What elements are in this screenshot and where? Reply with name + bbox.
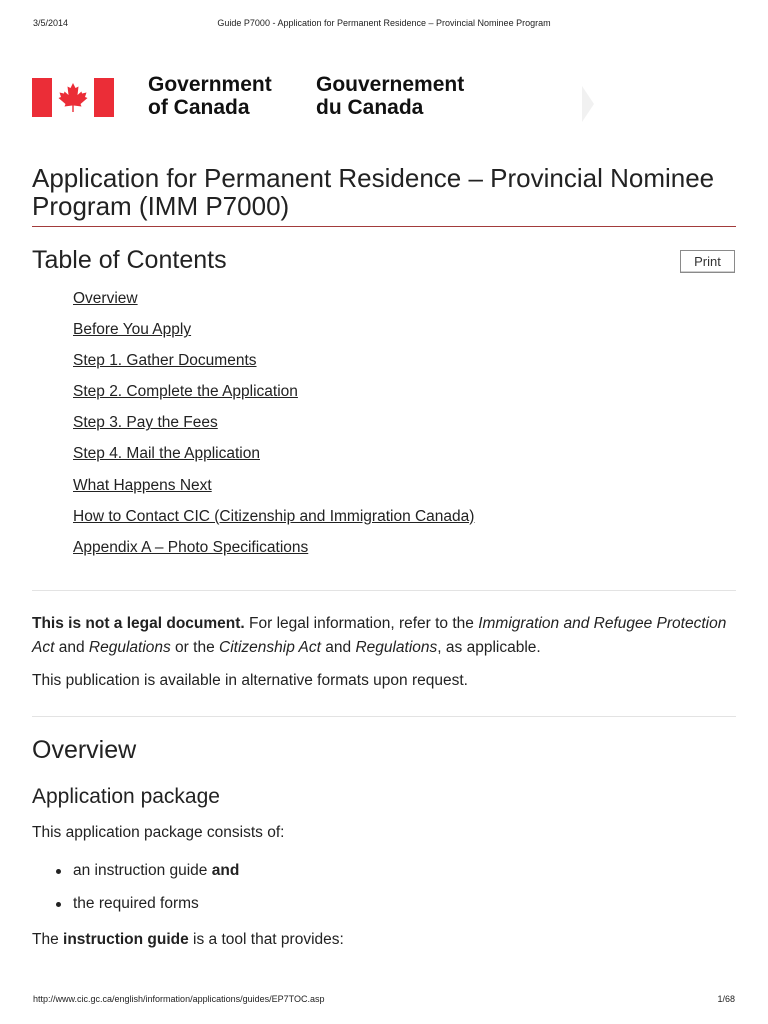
- toc-link-step-2[interactable]: Step 2. Complete the Application: [73, 383, 298, 401]
- print-header: [33, 18, 735, 32]
- package-intro: This application package consists of:: [32, 824, 285, 841]
- list-item: [32, 859, 239, 892]
- bullet-icon: [56, 902, 61, 907]
- divider: [32, 590, 736, 591]
- toc-item: [73, 321, 474, 352]
- toc-item: [73, 383, 474, 414]
- legal-notice-lead: This is not a legal document.: [32, 615, 245, 632]
- legal-notice-regulations: Regulations: [88, 639, 171, 656]
- toc-link-step-1[interactable]: Step 1. Gather Documents: [73, 352, 257, 370]
- legal-notice-regulations: Regulations: [355, 639, 438, 656]
- print-date: 3/5/2014: [33, 18, 69, 28]
- source-url: http://www.cic.gc.ca/english/information/applications/guides/EP7TOC.asp: [33, 994, 325, 1004]
- toc-heading: Table of Contents: [32, 246, 227, 274]
- toc-item: [73, 508, 474, 539]
- wordmark-fr-line2: du Canada: [316, 96, 424, 119]
- print-button[interactable]: Print: [680, 250, 735, 273]
- divider: [32, 716, 736, 717]
- guide-bold: instruction guide: [63, 931, 189, 948]
- legal-notice: [32, 612, 736, 660]
- list-item-text: an instruction guide: [73, 862, 212, 879]
- wordmark-en-line2: of Canada: [148, 96, 250, 119]
- wordmark-fr-line1: Gouvernement: [316, 73, 465, 96]
- toc-link-what-happens-next[interactable]: What Happens Next: [73, 476, 212, 494]
- government-of-canada-wordmark: [148, 73, 272, 119]
- legal-notice-citizenship-act: Citizenship Act: [219, 639, 321, 656]
- toc-item: [73, 539, 474, 570]
- toc-item: [73, 352, 474, 383]
- print-document-title: Guide P7000 - Application for Permanent Residence – Provincial Nominee Program: [217, 18, 551, 28]
- toc-link-appendix-a[interactable]: Appendix A – Photo Specifications: [73, 538, 309, 556]
- government-banner: [32, 73, 612, 132]
- table-of-contents: [73, 290, 474, 570]
- list-item-text: the required forms: [73, 895, 199, 912]
- toc-item: [73, 414, 474, 445]
- application-package-heading: Application package: [32, 785, 220, 808]
- page-number: 1/68: [717, 994, 735, 1004]
- toc-link-step-3[interactable]: Step 3. Pay the Fees: [73, 414, 218, 432]
- canada-flag-icon: [32, 78, 114, 117]
- toc-item: [73, 477, 474, 508]
- legal-notice-act: Immigration and Refugee Protection Act: [32, 615, 727, 656]
- legal-notice-text: and: [320, 639, 356, 656]
- toc-item: [73, 290, 474, 321]
- toc-link-before-you-apply[interactable]: Before You Apply: [73, 321, 192, 339]
- toc-link-contact-cic[interactable]: How to Contact CIC (Citizenship and Immigration Canada): [73, 507, 475, 525]
- toc-item: [73, 445, 474, 476]
- legal-notice-text: or the: [170, 639, 219, 656]
- toc-link-step-4[interactable]: Step 4. Mail the Application: [73, 445, 260, 463]
- package-contents-list: [32, 859, 239, 925]
- instruction-guide-intro: [32, 928, 736, 952]
- overview-heading: Overview: [32, 736, 137, 764]
- toc-link-overview[interactable]: Overview: [73, 290, 138, 307]
- list-item-bold: and: [211, 862, 240, 879]
- wordmark-en-line1: Government: [148, 73, 272, 96]
- legal-notice-text: , as applicable.: [437, 639, 541, 656]
- legal-notice-text: For legal information, refer to the: [244, 615, 479, 632]
- faded-chevron-icon: [580, 84, 596, 124]
- legal-notice-text: and: [54, 639, 89, 656]
- list-item: [32, 892, 239, 925]
- page-title: Application for Permanent Residence – Provincial Nominee Program (IMM P7000): [32, 164, 736, 227]
- alternative-formats-note: This publication is available in alternative formats upon request.: [32, 672, 468, 689]
- guide-text: is a tool that provides:: [188, 931, 344, 948]
- gouvernement-du-canada-wordmark: [316, 73, 464, 119]
- print-footer: [33, 994, 735, 1008]
- bullet-icon: [56, 869, 61, 874]
- guide-text: The: [32, 931, 64, 948]
